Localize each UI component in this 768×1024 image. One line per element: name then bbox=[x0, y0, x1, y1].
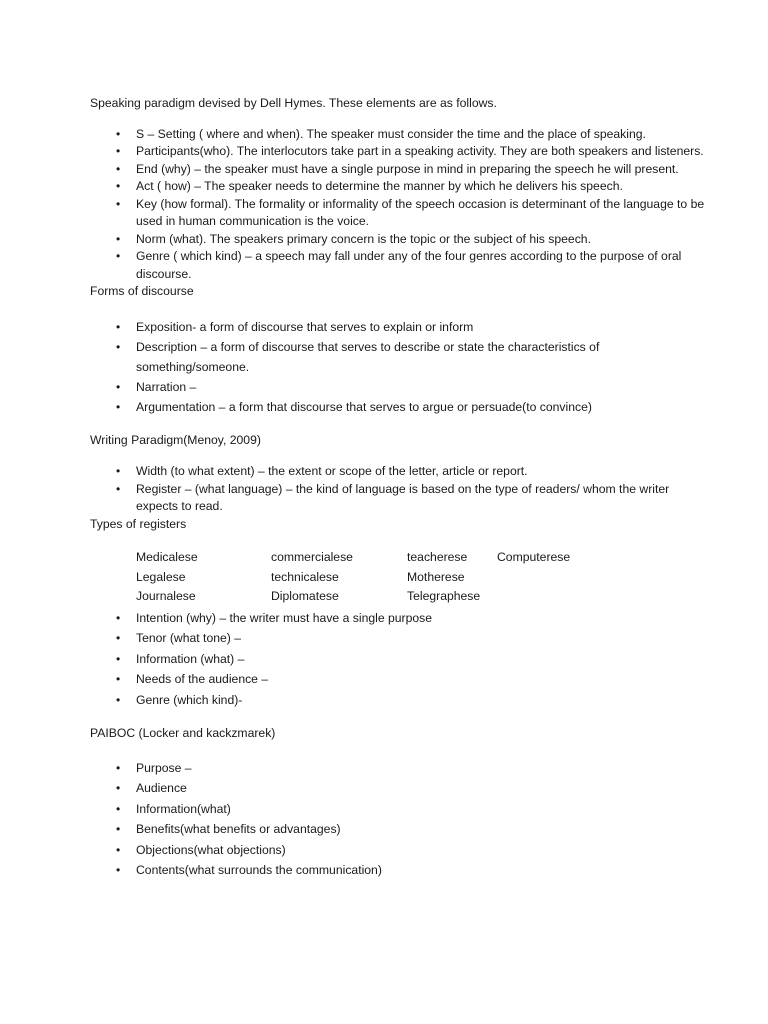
intro-paragraph: Speaking paradigm devised by Dell Hymes. These elements are as follows. bbox=[90, 96, 497, 110]
register-cell: Computerese bbox=[497, 550, 571, 564]
list-item: • Contents(what surrounds the communication) bbox=[90, 860, 708, 881]
list-item: • Description – a form of discourse that serves to describe or state the characteristics of something/someone. bbox=[90, 337, 708, 377]
registers-heading: Types of registers bbox=[90, 516, 187, 531]
list-item: • Exposition- a form of discourse that serves to explain or inform bbox=[90, 317, 708, 337]
list-item: • Needs of the audience – bbox=[90, 669, 708, 690]
list-item: • Narration – bbox=[90, 377, 708, 397]
writing-list bbox=[90, 463, 708, 516]
writing-heading: Writing Paradigm(Menoy, 2009) bbox=[90, 432, 261, 447]
list-item: • Objections(what objections) bbox=[90, 840, 708, 861]
list-item: • Act ( how) – The speaker needs to determine the manner by which he delivers his speech. bbox=[90, 178, 708, 196]
register-cell bbox=[497, 588, 597, 606]
register-cell: commercialese bbox=[271, 550, 353, 564]
registers-grid bbox=[136, 549, 708, 606]
register-cell: teacherese bbox=[407, 550, 468, 564]
forms-list bbox=[90, 317, 708, 417]
list-item: • Width (to what extent) – the extent or scope of the letter, article or report. bbox=[90, 463, 708, 481]
list-item: • S – Setting ( where and when). The speaker must consider the time and the place of speaking. bbox=[90, 126, 708, 144]
register-cell: Diplomatese bbox=[271, 589, 339, 603]
register-cell: Journalese bbox=[136, 589, 196, 603]
register-cell: technicalese bbox=[271, 569, 339, 584]
forms-heading: Forms of discourse bbox=[90, 284, 194, 298]
paiboc-list bbox=[90, 758, 708, 881]
list-item: • Information (what) – bbox=[90, 649, 708, 670]
register-cell: Motherese bbox=[407, 569, 465, 584]
list-item: • Genre ( which kind) – a speech may fall under any of the four genres according to the purpose of oral discourse. bbox=[90, 248, 708, 283]
list-item: • End (why) – the speaker must have a single purpose in mind in preparing the speech he will present. bbox=[90, 161, 708, 179]
list-item: • Tenor (what tone) – bbox=[90, 628, 708, 649]
register-cell: Telegraphese bbox=[407, 589, 481, 603]
list-item: • Argumentation – a form that discourse that serves to argue or persuade(to convince) bbox=[90, 397, 708, 417]
list-item: • Benefits(what benefits or advantages) bbox=[90, 819, 708, 840]
list-item: • Genre (which kind)- bbox=[90, 690, 708, 711]
register-cell: Medicalese bbox=[136, 550, 198, 564]
paiboc-heading: PAIBOC (Locker and kackzmarek) bbox=[90, 726, 276, 740]
list-item: • Key (how formal). The formality or informality of the speech occasion is determinant of the language to be used in human communication is the voice. bbox=[90, 196, 708, 231]
list-item: • Register – (what language) – the kind of language is based on the type of readers/ whom the writer expects to read. bbox=[90, 481, 708, 516]
register-cell bbox=[497, 569, 597, 587]
list-item: • Intention (why) – the writer must have a single purpose bbox=[90, 608, 708, 629]
register-cell: Legalese bbox=[136, 569, 186, 584]
speaking-list bbox=[90, 126, 708, 284]
list-item: • Information(what) bbox=[90, 799, 708, 820]
list-item: • Audience bbox=[90, 778, 708, 799]
writing-list-continued bbox=[90, 608, 708, 711]
list-item: • Purpose – bbox=[90, 758, 708, 779]
list-item: • Norm (what). The speakers primary concern is the topic or the subject of his speech. bbox=[90, 231, 708, 249]
list-item: • Participants(who). The interlocutors take part in a speaking activity. They are both speakers and listeners. bbox=[90, 143, 708, 161]
